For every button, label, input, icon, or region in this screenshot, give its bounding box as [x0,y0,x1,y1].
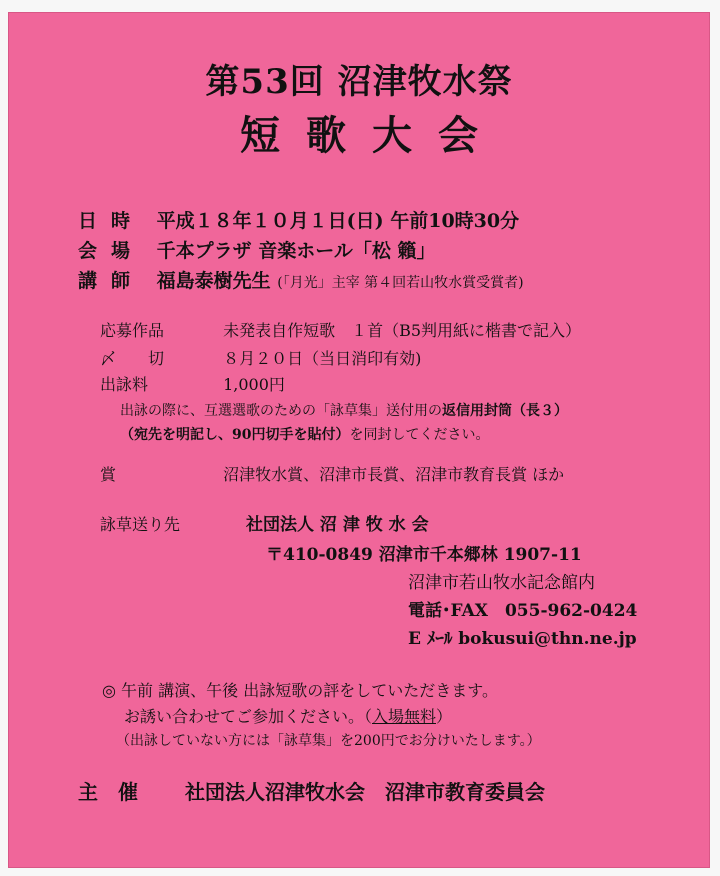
submission-building: 沼津市若山牧水記念館内 [408,573,595,593]
submission-address: 〒410-0849 沼津市千本郷林 1907-11 [266,545,582,565]
submission-email: E ﾒｰﾙ bokusui@thn.ne.jp [408,629,637,649]
submission-org: 社団法人 沼 津 牧 水 会 [246,515,429,535]
deadline-label: 〆 切 [100,349,165,368]
date-value: 平成１８年１０月１日(日) 午前10時30分 [156,210,520,232]
deadline-row [100,346,421,369]
envelope-note-line2: （宛先を明記し、90円切手を貼付）を同封してください。 [120,427,490,443]
prize-label: 賞 [100,465,117,484]
invitation-note: お誘い合わせてご参加ください。（入場無料） [124,707,453,726]
fee-label: 出詠料 [100,375,149,394]
organizer-value: 社団法人沼津牧水会 沼津市教育委員会 [184,780,545,804]
lecturer-note: (「月光」主宰 第４回若山牧水賞受賞者) [277,275,524,291]
lecturer-label: 講師 [78,270,145,292]
event-subtitle: 短歌大会 [240,112,504,159]
program-note: ◎ 午前 講演、午後 出詠短歌の評をしていただきます。 [102,681,498,700]
deadline-value: ８月２０日（当日消印有効) [223,349,422,368]
free-admission: 入場無料 [372,707,437,726]
entry-value: 未発表自作短歌 １首（B5判用紙に楷書で記入） [223,321,582,340]
submission-phone: 電話･FAX 055-962-0424 [408,601,638,621]
anthology-note: （出詠していない方には「詠草集」を200円でお分けいたします。） [116,733,541,749]
event-title: 第53回 沼津牧水祭 [205,62,513,102]
organizer-label: 主 催 [78,780,138,804]
fee-row [100,372,285,395]
prize-value: 沼津牧水賞、沼津市長賞、沼津市教育長賞 ほか [223,465,565,484]
fee-value: 1,000円 [223,375,285,394]
stamp-requirement: （宛先を明記し、90円切手を貼付） [120,427,350,443]
submission-label: 詠草送り先 [100,515,181,534]
flyer-sheet [8,12,710,868]
venue-row [78,236,435,263]
prize-row [100,462,564,485]
envelope-note-line1: 出詠の際に、互選選歌のための「詠草集」送付用の返信用封筒（長３） [120,403,568,419]
envelope-requirement: 返信用封筒（長３） [442,403,568,419]
venue-label: 会場 [78,240,145,262]
entry-row [100,318,581,341]
venue-value: 千本プラザ 音楽ホール「松 籟」 [156,240,436,262]
entry-label: 応募作品 [100,321,165,340]
lecturer-value: 福島泰樹先生 [156,270,271,292]
date-row [78,206,519,233]
lecturer-row [78,266,524,293]
date-label: 日時 [78,210,145,232]
organizer-row [78,776,545,805]
